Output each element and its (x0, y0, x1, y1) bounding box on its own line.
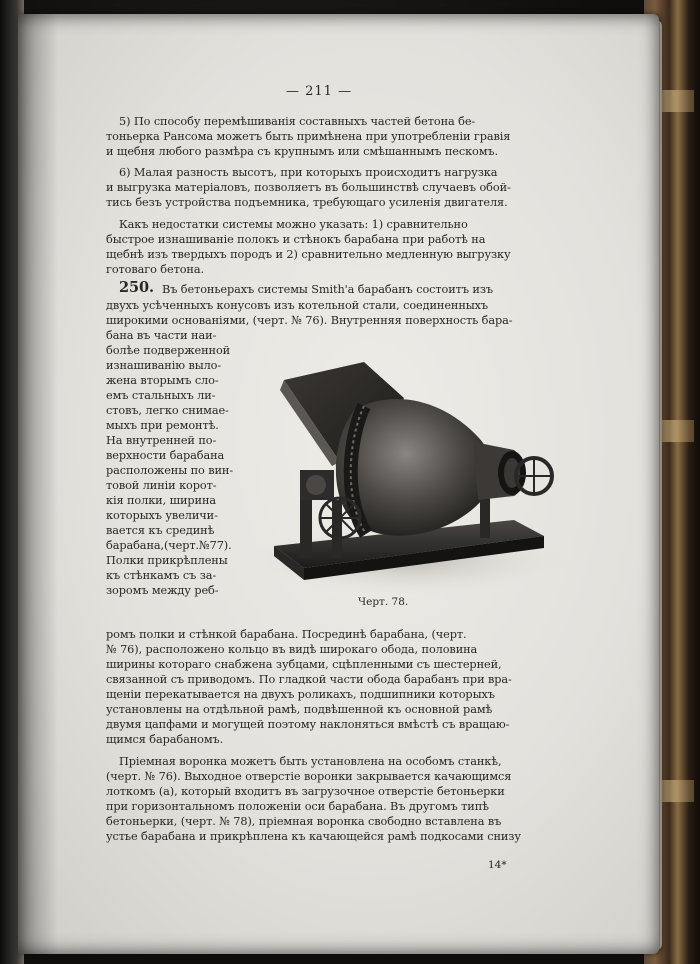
text-line: вается къ срединѣ (106, 524, 215, 537)
text-line: зоромъ между реб- (106, 584, 219, 597)
signature-mark: 14* (488, 859, 507, 871)
text-line: болѣе подверженной (106, 344, 231, 357)
text-line: лоткомъ (а), который входитъ въ загрузочное отверстіе бетоньерки (106, 785, 505, 798)
text-line: стовъ, легко снимае- (106, 404, 229, 417)
text-line: № 76), расположено кольцо въ видѣ широкаго обода, половина (106, 643, 478, 656)
text-line: тоньерка Рансома можетъ быть примѣнена при употребленіи гравія (106, 130, 511, 143)
text-line: устье барабана и прикрѣплена къ качающейся рамѣ подкосами снизу (106, 830, 521, 843)
text-line: щебнѣ изъ твердыхъ породъ и 2) сравнительно медленную выгрузку (106, 248, 511, 261)
text-line: жена вторымъ сло- (106, 374, 219, 387)
text-line: быстрое изнашиваніе полокъ и стѣнокъ барабана при работѣ на (106, 233, 486, 246)
text-line: кія полки, ширина (106, 494, 217, 507)
text-line: Полки прикрѣплены (106, 554, 228, 567)
text-line: 5) По способу перемѣшиванія составныхъ частей бетона бе- (119, 115, 476, 128)
text-line: мыхъ при ремонтѣ. (106, 419, 219, 432)
text-line: и щебня любого размѣра съ крупнымъ или смѣшаннымъ пескомъ. (106, 145, 499, 158)
text-line: ромъ полки и стѣнкой барабана. Посрединѣ барабана, (черт. (106, 628, 467, 641)
text-line: связанной съ приводомъ. По гладкой части обода барабанъ при вра- (106, 673, 512, 686)
text-line: товой линіи корот- (106, 479, 217, 492)
text-line: бетоньерки, (черт. № 78), пріемная воронка свободно вставлена въ (106, 815, 502, 828)
book-page (18, 14, 659, 954)
text-line: которыхъ увеличи- (106, 509, 218, 522)
text-line: тись безъ устройства подъемника, требующаго усиленія двигателя. (106, 196, 508, 209)
section-number: 250. (119, 279, 154, 296)
figure-caption: Черт. 78. (358, 596, 409, 608)
text-line: двухъ усѣченныхъ конусовъ изъ котельной стали, соединенныхъ (106, 299, 489, 312)
text-line: верхности барабана (106, 449, 225, 462)
text-line: ширины котораго снабжена зубцами, сцѣпленными съ шестерней, (106, 658, 502, 671)
text-line: Пріемная воронка можетъ быть установлена на особомъ станкѣ, (119, 755, 502, 768)
text-line: бана въ части наи- (106, 329, 217, 342)
concrete-mixer-illustration (244, 350, 564, 604)
text-line: широкими основаніями, (черт. № 76). Внутренняя поверхность бара- (106, 314, 513, 327)
text-line: Какъ недостатки системы можно указать: 1) сравнительно (119, 218, 468, 231)
text-line: На внутренней по- (106, 434, 217, 447)
text-line: 6) Малая разность высотъ, при которыхъ происходитъ нагрузка (119, 166, 498, 179)
text-line: двумя цапфами и могущей поэтому наклоняться вмѣстѣ съ вращаю- (106, 718, 510, 731)
text-line: барабана,(черт.№77). (106, 539, 232, 552)
page-number: — 211 — (286, 84, 353, 99)
text-line: изнашиванію выло- (106, 359, 222, 372)
text-line: къ стѣнкамъ съ за- (106, 569, 217, 582)
text-line: (черт. № 76). Выходное отверстіе воронки закрывается качающимся (106, 770, 512, 783)
text-line: щимся барабаномъ. (106, 733, 224, 746)
text-line: установлены на отдѣльной рамѣ, подвѣшенной къ основной рамѣ (106, 703, 493, 716)
text-line: при горизонтальномъ положеніи оси барабана. Въ другомъ типѣ (106, 800, 489, 813)
text-line: емъ стальныхъ ли- (106, 389, 216, 402)
text-line: Въ бетоньерахъ системы Smith'a барабанъ состоитъ изъ (162, 283, 493, 296)
text-line: расположены по вин- (106, 464, 234, 477)
text-line: щеніи перекатывается на двухъ роликахъ, подшипники которыхъ (106, 688, 495, 701)
text-line: готоваго бетона. (106, 263, 204, 276)
text-line: и выгрузка матеріаловъ, позволяетъ въ большинствѣ случаевъ обой- (106, 181, 511, 194)
